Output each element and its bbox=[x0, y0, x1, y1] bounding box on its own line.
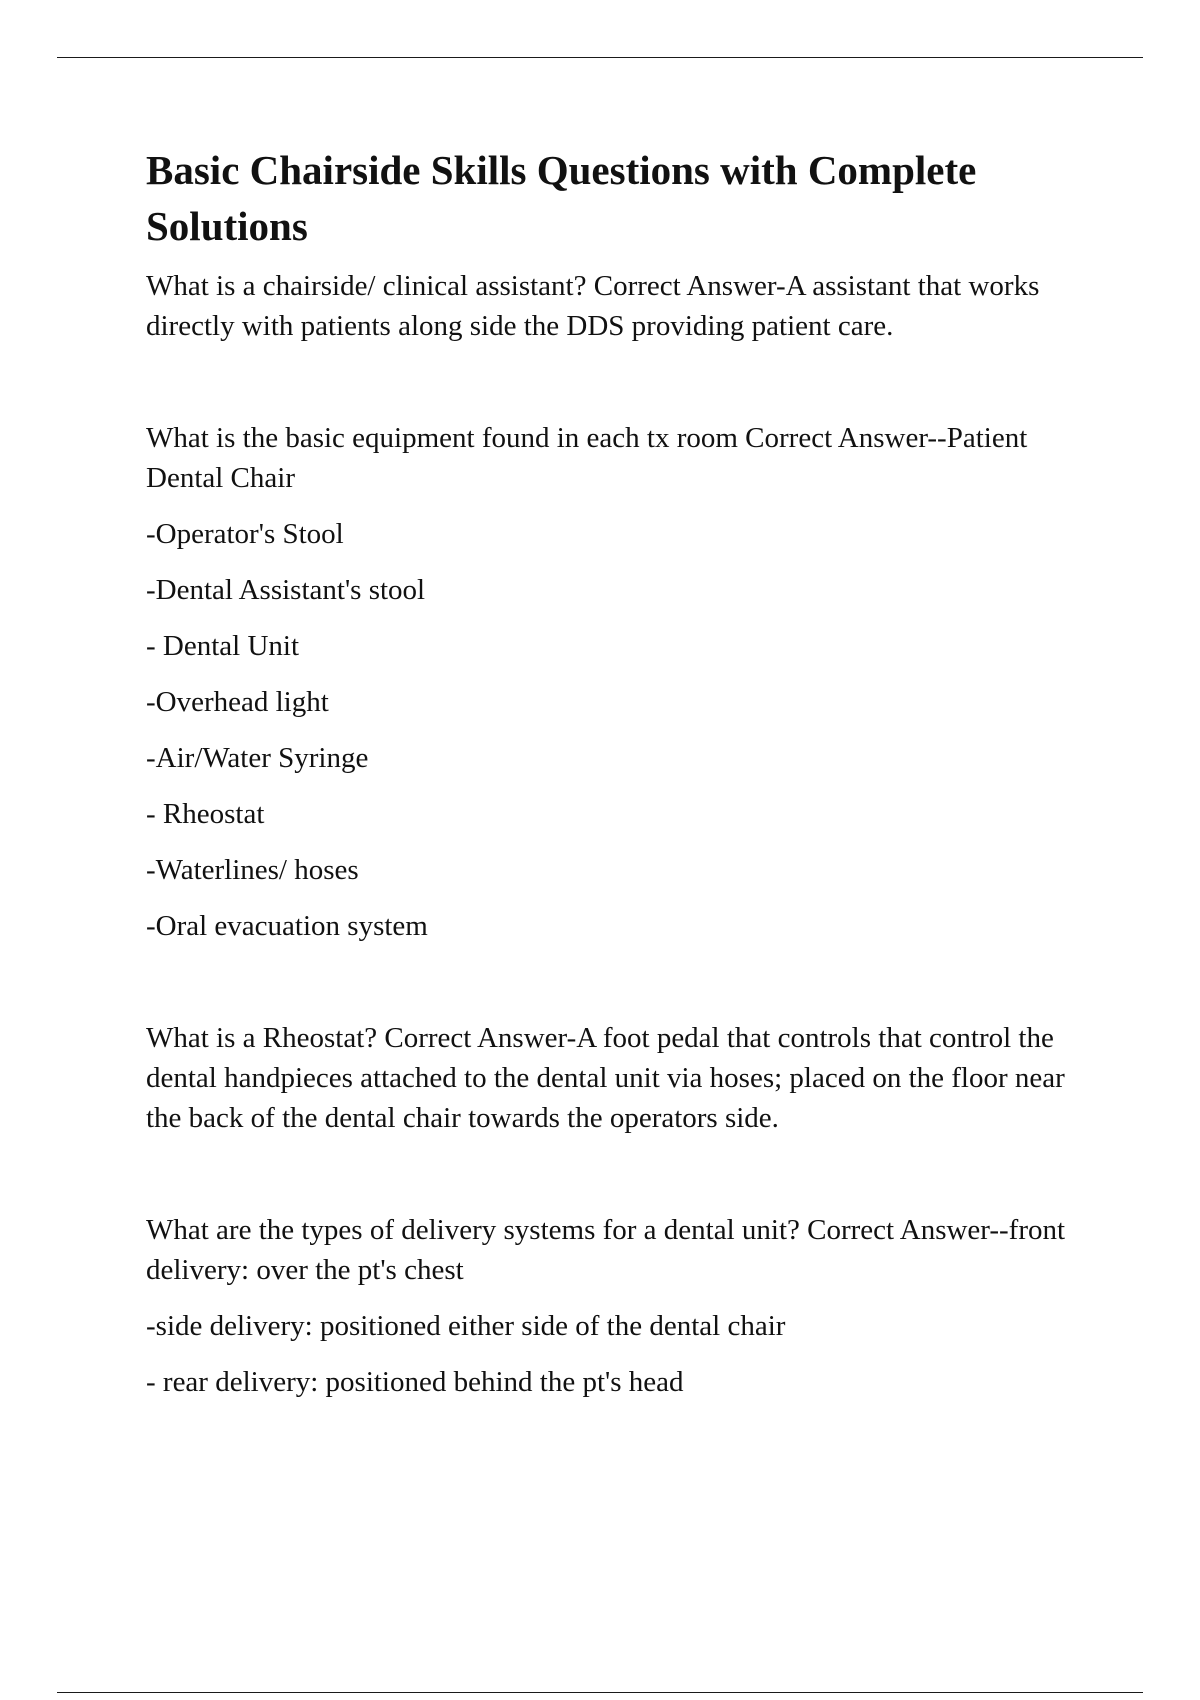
list-item: -Waterlines/ hoses bbox=[146, 854, 359, 886]
question-chairside-assistant: What is a chairside/ clinical assistant? Correct Answer-A assistant that works directly with patients along side the DDS providing patient care. bbox=[146, 270, 1040, 342]
question-basic-equipment: What is the basic equipment found in each tx room Correct Answer--Patient Dental Chair bbox=[146, 422, 1028, 494]
spacer bbox=[146, 946, 1086, 1018]
list-item: -side delivery: positioned either side of the dental chair bbox=[146, 1310, 786, 1342]
list-item: - Rheostat bbox=[146, 798, 265, 830]
question-rheostat: What is a Rheostat? Correct Answer-A foot pedal that controls that control the dental handpieces attached to the dental unit via hoses; placed on the floor near the back of the dental chair towards the operators side. bbox=[146, 1022, 1065, 1134]
list-item: - Dental Unit bbox=[146, 630, 300, 662]
list-item: -Dental Assistant's stool bbox=[146, 574, 426, 606]
list-item: - rear delivery: positioned behind the pt's head bbox=[146, 1366, 684, 1398]
top-divider bbox=[57, 57, 1143, 58]
spacer bbox=[146, 1138, 1086, 1210]
question-delivery-systems: What are the types of delivery systems for a dental unit? Correct Answer--front delivery: over the pt's chest bbox=[146, 1214, 1066, 1286]
list-item: -Air/Water Syringe bbox=[146, 742, 369, 774]
spacer bbox=[146, 346, 1086, 418]
list-item: -Overhead light bbox=[146, 686, 329, 718]
list-item: -Operator's Stool bbox=[146, 518, 344, 550]
list-item: -Oral evacuation system bbox=[146, 910, 428, 942]
page-title: Basic Chairside Skills Questions with Complete Solutions bbox=[146, 147, 977, 249]
document-body bbox=[146, 142, 1086, 1402]
bottom-divider bbox=[57, 1692, 1143, 1693]
